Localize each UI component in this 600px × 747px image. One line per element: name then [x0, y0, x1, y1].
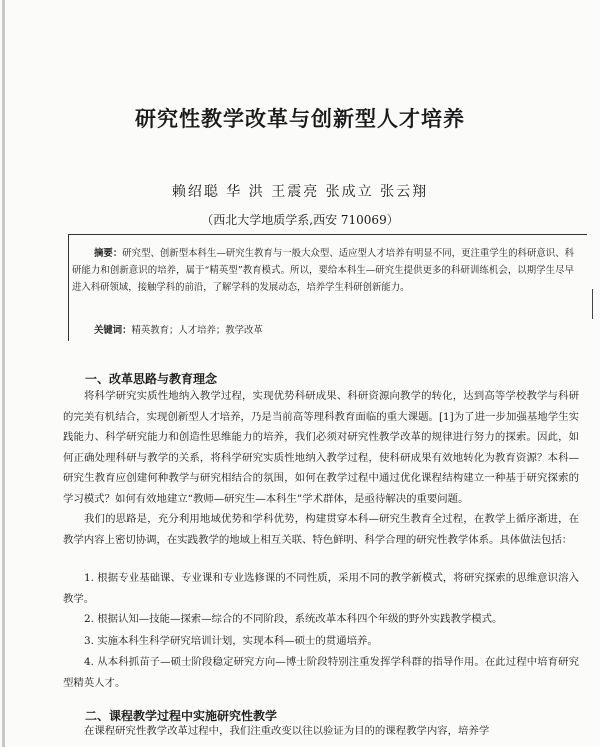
- keywords: [94, 322, 574, 336]
- section-1-heading: 一、改革思路与教育理念: [85, 372, 218, 386]
- abstract-frame-mark: [586, 289, 593, 319]
- abstract-text: 研究型、创新型本科生—研究生教育与一般大众型、适应型人才培养有明显不同，更注重学生的科研意识、科研能力和创新意识的培养，属于“精英型”教育模式。所以，要给本科生—研究生提供更多的科研训练机会，以期学生尽早进入科研领域，接触学科的前沿，了解学科的发展动态，培养学生科研创新能力。: [72, 248, 574, 294]
- author-list: 赖绍聪 华 洪 王震亮 张成立 张云翔: [171, 184, 429, 200]
- abstract-label: 摘要：: [94, 248, 123, 259]
- abstract: [72, 245, 574, 297]
- section-2-paragraph-1: 在课程研究性教学改革过程中，我们注重改变以往以验证为目的的课程教学内容，培养学: [84, 725, 490, 737]
- list-item: 3. 实施本科生科学研究培训计划，实现本科—硕士的贯通培养。: [84, 635, 378, 647]
- affiliation: （西北大学地质学系,西安 710069）: [201, 213, 399, 227]
- section-1-paragraph-1: 将科学研究实质性地纳入教学过程，实现优势科研成果、科研资源向教学的转化，达到高等学校教学与科研的完美有机结合，实现创新型人才培养，乃是当前高等理科教育面临的重大课题。[1]为了进一步加强基地学生实践能力、科学研究能力和创造性思维能力的培养，我们必须对研究性教学改革的规律进行努力的探索。因此，如何正确处理科研与教学的关系，将科学研究实质性地纳入教学过程，使科研成果有效地转化为教育资源？本科—研究生教育应创建何种教学与研究相结合的氛围，如何在教学过程中通过优化课程结构建立一种基于研究探索的学习模式？如何有效地建立“教师—研究生—本科生”学术群体，是亟待解决的重要问题。: [63, 390, 579, 505]
- paper-title: 研究性教学改革与创新型人才培养: [135, 107, 465, 131]
- list-item: 4. 从本科抓苗子—硕士阶段稳定研究方向—博士阶段特别注重发挥学科群的指导作用。在此过程中培育研究型精英人才。: [63, 656, 579, 689]
- keywords-text: 精英教育；人才培养；教学改革: [131, 325, 263, 336]
- list-item: 1. 根据专业基础课、专业课和专业选修课的不同性质，采用不同的教学新模式，将研究探索的思维意识溶入教学。: [63, 572, 579, 605]
- section-2-heading: 二、课程教学过程中实施研究性教学: [85, 709, 278, 723]
- keywords-label: 关键词：: [94, 325, 132, 336]
- section-1-paragraph-2: 我们的思路是，充分利用地域优势和学科优势，构建贯穿本科—研究生教育全过程，在教学上循序渐进，在教学内容上密切协调，在实践教学的地域上相互关联、特色鲜明、科学合理的研究性教学体系。具体做法包括：: [63, 513, 579, 546]
- list-item: 2. 根据认知—技能—探索—综合的不同阶段，系统改革本科四个年级的野外实践教学模式。: [84, 613, 503, 625]
